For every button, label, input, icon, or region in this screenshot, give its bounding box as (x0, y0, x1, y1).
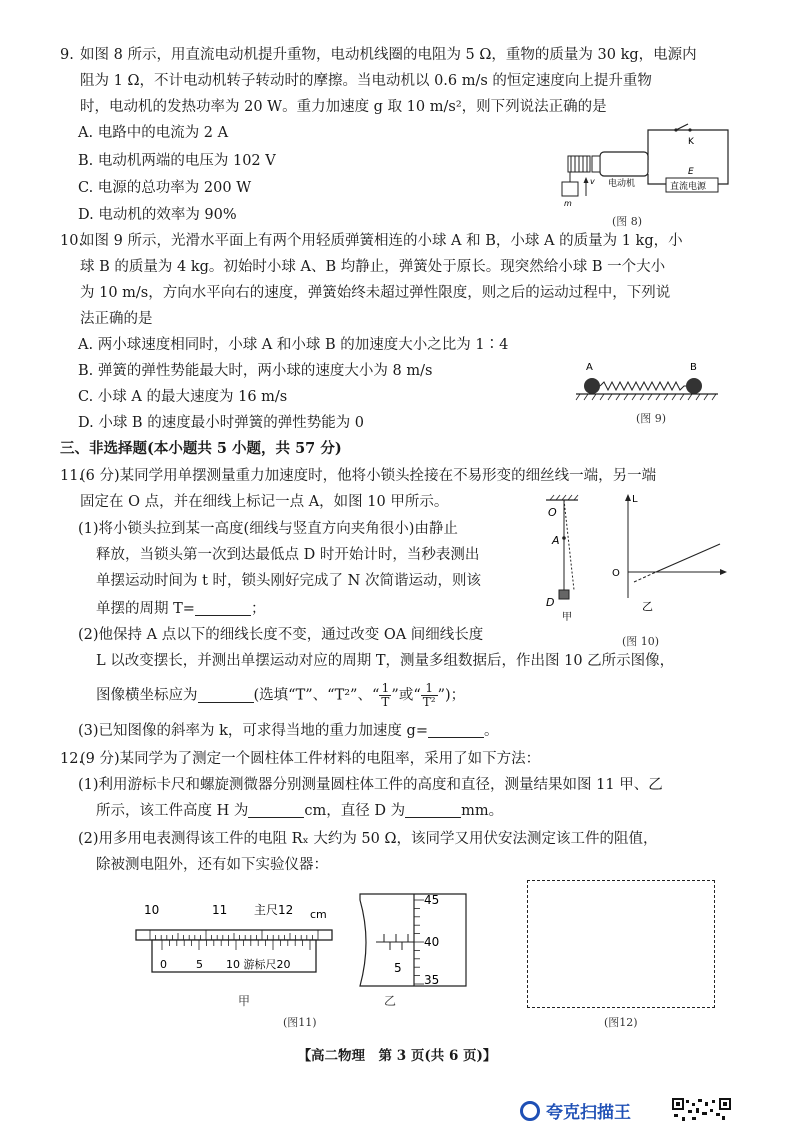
figure-10-caption: (图 10) (622, 635, 660, 648)
question-text-line: 固定在 O 点，并在细线上标记一点 A，如图 10 甲所示。 (80, 494, 449, 510)
question-text-line: 如图 8 所示，用直流电动机提升重物，电动机线圈的电阻为 5 Ω，重物的质量为 30 kg，电源内 (80, 47, 697, 63)
figure-11-caption: (图11) (283, 1016, 317, 1029)
question-text-line: 法正确的是 (80, 311, 153, 327)
figure-10-pendulum (540, 494, 590, 624)
label-o: O (548, 506, 557, 519)
q12-part1-line: (1)利用游标卡尺和螺旋测微器分别测量圆柱体工件的高度和直径，测量结果如图 11 甲、乙 (78, 777, 663, 793)
main-unit: cm (310, 908, 327, 921)
question-number: 11. (60, 468, 84, 484)
label-m: m (564, 199, 572, 208)
graph-y-label: L (632, 494, 638, 505)
figure-9-caption: (图 9) (636, 412, 667, 425)
question-text-line: 时，电动机的发热功率为 20 W。重力加速度 g 取 10 m/s²，则下列说法正确的是 (80, 99, 607, 115)
question-text-line: (6 分)某同学用单摆测量重力加速度时，他将小锁头拴接在不易形变的细丝线一端，另一端 (80, 468, 657, 484)
label-e: E (688, 167, 694, 177)
micro-main-5: 5 (394, 961, 402, 975)
figure-12-answer-box[interactable] (527, 880, 715, 1008)
q12-part1-line: 所示，该工件高度 H 为 cm，直径 D 为 mm。 (96, 803, 504, 819)
answer-blank-g[interactable] (428, 721, 484, 738)
answer-blank-height[interactable] (248, 801, 304, 818)
vernier-tick-5: 5 (196, 958, 203, 971)
q11-part1-line: 释放，当锁头第一次到达最低点 D 时开始计时，当秒表测出 (96, 547, 480, 563)
option-c: C. 小球 A 的最大速度为 16 m/s (78, 389, 288, 405)
q12-part2-line: (2)用多用电表测得该工件的电阻 Rₓ 大约为 50 Ω，该同学又用伏安法测定该工件的阻值， (78, 831, 658, 847)
figure-10-graph (608, 488, 728, 624)
vernier-tick-10: 10 游标尺20 (226, 958, 291, 971)
option-a: A. 电路中的电流为 2 A (78, 125, 229, 141)
question-text-line: 球 B 的质量为 4 kg。初始时小球 A、B 均静止，弹簧处于原长。现突然给小球 B 一个大小 (80, 259, 666, 275)
fraction-1-over-t2: $\frac{1}{\text{T²}}$ (422, 681, 436, 709)
option-b: B. 电动机两端的电压为 102 V (78, 153, 276, 169)
q11-part2-line: L 以改变摆长，并测出单摆运动对应的周期 T，测量多组数据后，作出图 10 乙所示图像， (96, 653, 675, 669)
q11-part1-line: 单摆的周期 T= ； (96, 601, 266, 617)
q11-part1-line: (1)将小锁头拉到某一高度(细线与竖直方向夹角很小)由静止 (78, 521, 458, 537)
figure-8-circuit (548, 122, 748, 222)
answer-blank-axis[interactable] (198, 686, 254, 703)
main-tick-12: 主尺12 (254, 903, 294, 917)
main-tick-10: 10 (144, 903, 160, 917)
label-source: 直流电源 (670, 182, 707, 192)
scanner-watermark: 夸克扫描王 (520, 1098, 631, 1123)
option-b: B. 弹簧的弹性势能最大时，两小球的速度大小为 8 m/s (78, 363, 433, 379)
graph-origin-label: O (612, 568, 620, 579)
figure-9-springs (572, 358, 722, 410)
option-d: D. 小球 B 的速度最小时弹簧的弹性势能为 0 (78, 415, 365, 431)
vernier-tick-0: 0 (160, 958, 167, 971)
q11-part2-line: (2)他保持 A 点以下的细线长度不变，通过改变 OA 间细线长度 (78, 627, 484, 643)
label-motor: 电动机 (608, 179, 636, 189)
label-v: v (590, 177, 595, 186)
label-jia: 甲 (238, 994, 251, 1008)
label-jia: 甲 (562, 612, 572, 623)
figure-8-caption: (图 8) (612, 215, 643, 228)
micro-tick-35: 35 (424, 973, 440, 987)
figure-11-vernier-caliper (130, 898, 340, 982)
answer-blank-diameter[interactable] (405, 801, 461, 818)
figure-12-caption: (图12) (604, 1016, 638, 1029)
option-d: D. 电动机的效率为 90% (78, 207, 237, 223)
option-a: A. 两小球速度相同时，小球 A 和小球 B 的加速度大小之比为 1∶4 (78, 337, 509, 353)
q12-part2-line: 除被测电阻外，还有如下实验仪器： (96, 857, 328, 873)
question-12 (60, 746, 540, 772)
qr-code-icon (672, 1098, 732, 1123)
micro-tick-40: 40 (424, 935, 440, 949)
q11-part2-choice: 图像横坐标应为 (选填“T”、“T²”、“ $\frac{1}{T}$ ”或“ $\frac{1}{\text{T²}}$ ”)； (96, 681, 466, 709)
question-number: 10. (60, 233, 84, 249)
label-k: K (688, 137, 694, 147)
figure-11-micrometer (356, 886, 476, 992)
scanner-logo-icon (520, 1101, 540, 1121)
q11-period-prompt: 单摆的周期 T= (96, 601, 195, 617)
q11-part1-line: 单摆运动时间为 t 时，锁头刚好完成了 N 次简谐运动，则该 (96, 573, 481, 589)
question-text-line: 为 10 m/s，方向水平向右的速度，弹簧始终未超过弹性限度，则之后的运动过程中，下列说 (80, 285, 671, 301)
section-heading: 三、非选择题(本小题共 5 小题，共 57 分) (60, 440, 342, 457)
label-a: A (552, 534, 560, 547)
page-footer: 【高二物理 第 3 页(共 6 页)】 (297, 1048, 497, 1064)
micro-tick-45: 45 (424, 893, 440, 907)
answer-blank-period[interactable] (195, 599, 251, 616)
label-b: B (690, 362, 697, 373)
q11-part3-line: (3)已知图像的斜率为 k，可求得当地的重力加速度 g= 。 (78, 723, 499, 739)
question-number: 9. (60, 47, 74, 63)
label-yi: 乙 (384, 994, 397, 1008)
label-yi: 乙 (642, 600, 653, 613)
label-d: D (546, 596, 555, 609)
question-9 (60, 42, 697, 120)
question-number: 12. (60, 751, 84, 767)
option-c: C. 电源的总功率为 200 W (78, 180, 252, 196)
question-text-line: 如图 9 所示，光滑水平面上有两个用轻质弹簧相连的小球 A 和 B，小球 A 的质量为 1 kg，小 (80, 233, 683, 249)
question-text-line: (9 分)某同学为了测定一个圆柱体工件材料的电阻率，采用了如下方法： (80, 751, 541, 767)
label-a: A (586, 362, 593, 373)
main-tick-11: 11 (212, 903, 228, 917)
question-text-line: 阻为 1 Ω，不计电动机转子转动时的摩擦。当电动机以 0.6 m/s 的恒定速度向上提升重物 (80, 73, 652, 89)
fraction-1-over-t: $\frac{1}{T}$ (381, 681, 390, 709)
question-10 (60, 228, 683, 332)
